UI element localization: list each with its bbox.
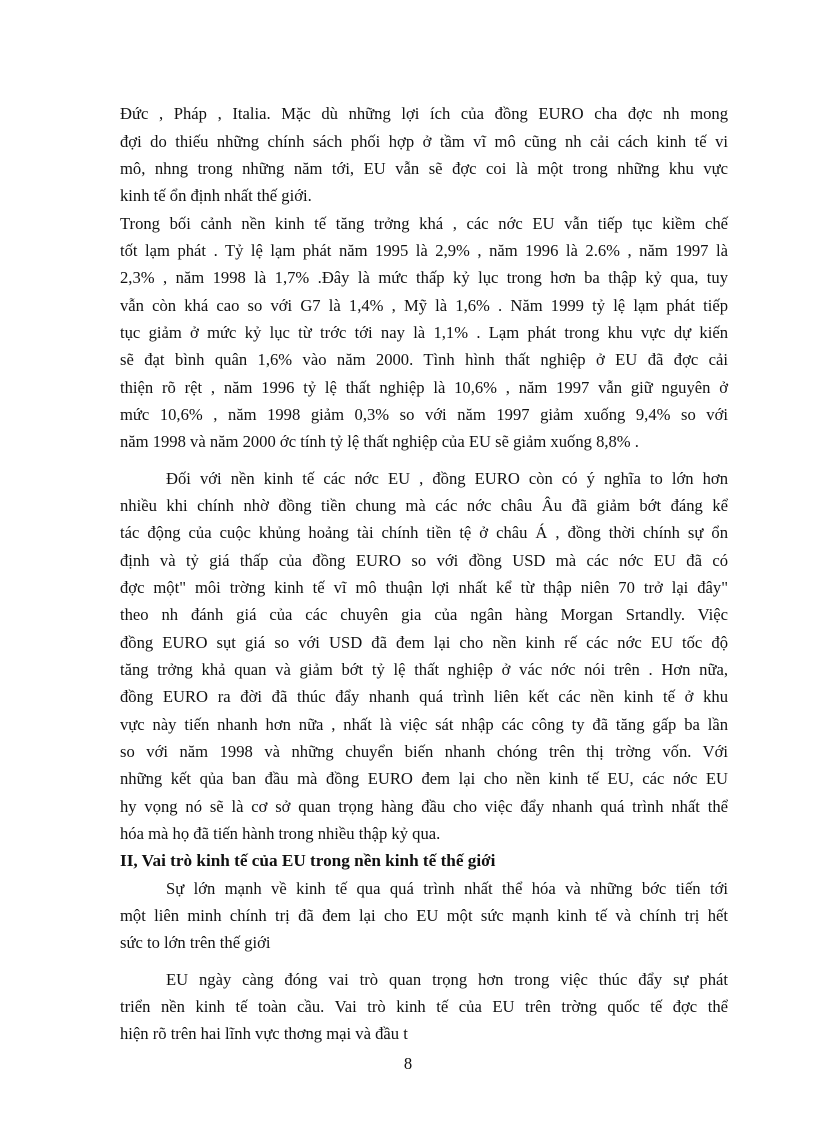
text-line: đồng EURO ra đời đã thúc đẩy nhanh quá trình liên kết các nền kinh tế ở khu (120, 687, 728, 706)
text-line: triển nền kinh tế toàn cầu. Vai trò kinh tế của EU trên trờng quốc tế đợc thể (120, 997, 728, 1016)
section-heading: II, Vai trò kinh tế của EU trong nền kinh tế thế giới (120, 851, 496, 870)
text-line: so với năm 1998 và những chuyển biến nhanh chóng trên thị trờng vốn. Với (120, 742, 728, 761)
text-line: tục giảm ở mức kỷ lục từ trớc tới nay là 1,1% . Lạm phát trong khu vực dự kiến (120, 323, 728, 342)
text-line: 2,3% , năm 1998 là 1,7% .Đây là mức thấp kỷ lục trong hơn ba thập kỷ qua, tuy (120, 268, 728, 287)
text-line: vực này tiến nhanh hơn nữa , nhất là việc sát nhập các công ty đã tăng gấp ba lần (120, 715, 728, 734)
text-line: hiện rõ trên hai lĩnh vực thơng mại và đầu t (120, 1024, 408, 1043)
text-line: Đối với nền kinh tế các nớc EU , đồng EURO còn có ý nghĩa to lớn hơn (166, 469, 728, 488)
text-line: Đức , Pháp , Italia. Mặc dù những lợi ích của đồng EURO cha đợc nh mong (120, 104, 728, 123)
text-line: theo nh đánh giá của các chuyên gia của ngân hàng Morgan Srtandly. Việc (120, 605, 728, 624)
text-line: vẫn còn khá cao so với G7 là 1,4% , Mỹ là 1,6% . Năm 1999 tỷ lệ lạm phát tiếp (120, 296, 728, 315)
text-line: định và tỷ giá thấp của đồng EURO so với đồng USD mà các nớc EU đã có (120, 551, 728, 570)
text-line: EU ngày càng đóng vai trò quan trọng hơn trong việc thúc đẩy sự phát (166, 970, 728, 989)
text-line: đợi do thiếu những chính sách phối hợp ở tầm vĩ mô cũng nh cải cách kinh tế vi (120, 132, 728, 151)
text-line: đồng EURO sụt giá so với USD đã đem lại cho nền kinh rế các nớc EU tốc độ (120, 633, 728, 652)
text-line: hóa mà họ đã tiến hành trong nhiều thập kỷ qua. (120, 824, 441, 843)
text-line: mô, nhng trong những năm tới, EU vẫn sẽ đợc coi là một trong những khu vực (120, 159, 728, 178)
text-line: tác động của cuộc khủng hoảng tài chính tiền tệ ở châu Á , đồng thời chính sự ổn (120, 523, 728, 542)
text-line: năm 1998 và năm 2000 ớc tính tỷ lệ thất nghiệp của EU sẽ giảm xuống 8,8% . (120, 432, 639, 451)
page-number: 8 (403, 1054, 413, 1073)
text-line: nhiều khi chính nhờ đồng tiền chung mà các nớc châu Âu đã giảm bớt đáng kể (120, 496, 728, 515)
text-line: tốt lạm phát . Tỷ lệ lạm phát năm 1995 là 2,9% , năm 1996 là 2.6% , năm 1997 là (120, 241, 728, 260)
text-line: kinh tế ổn định nhất thế giới. (120, 186, 312, 205)
text-line: sức to lớn trên thế giới (120, 933, 271, 952)
text-line: Sự lớn mạnh về kinh tế qua quá trình nhất thể hóa và những bớc tiến tới (166, 879, 728, 898)
text-line: sẽ đạt bình quân 1,6% vào năm 2000. Tình hình thất nghiệp ở EU đã đợc cải (120, 350, 728, 369)
text-line: thiện rõ rệt , năm 1996 tỷ lệ thất nghiệp là 10,6% , năm 1997 vẫn giữ nguyên ở (120, 378, 728, 397)
text-line: hy vọng nó sẽ là cơ sở quan trọng hàng đầu cho việc đẩy nhanh quá trình nhất thể (120, 797, 728, 816)
text-line: đợc một" môi trờng kinh tế vĩ mô thuận lợi nhất kể từ thập niên 70 trở lại đây" (120, 578, 728, 597)
text-line: tăng trởng khả quan và giảm bớt tỷ lệ thất nghiệp ở vác nớc nói trên . Hơn nữa, (120, 660, 728, 679)
text-line: mức 10,6% , năm 1998 giảm 0,3% so với năm 1997 giảm xuống 9,4% so với (120, 405, 728, 424)
text-line: những kết qủa ban đầu mà đồng EURO đem lại cho nền kinh tế EU, các nớc EU (120, 769, 728, 788)
text-line: Trong bối cảnh nền kinh tế tăng trởng khá , các nớc EU vẫn tiếp tục kiềm chế (120, 214, 728, 233)
text-line: một liên minh chính trị đã đem lại cho EU một sức mạnh kinh tế và chính trị hết (120, 906, 728, 925)
